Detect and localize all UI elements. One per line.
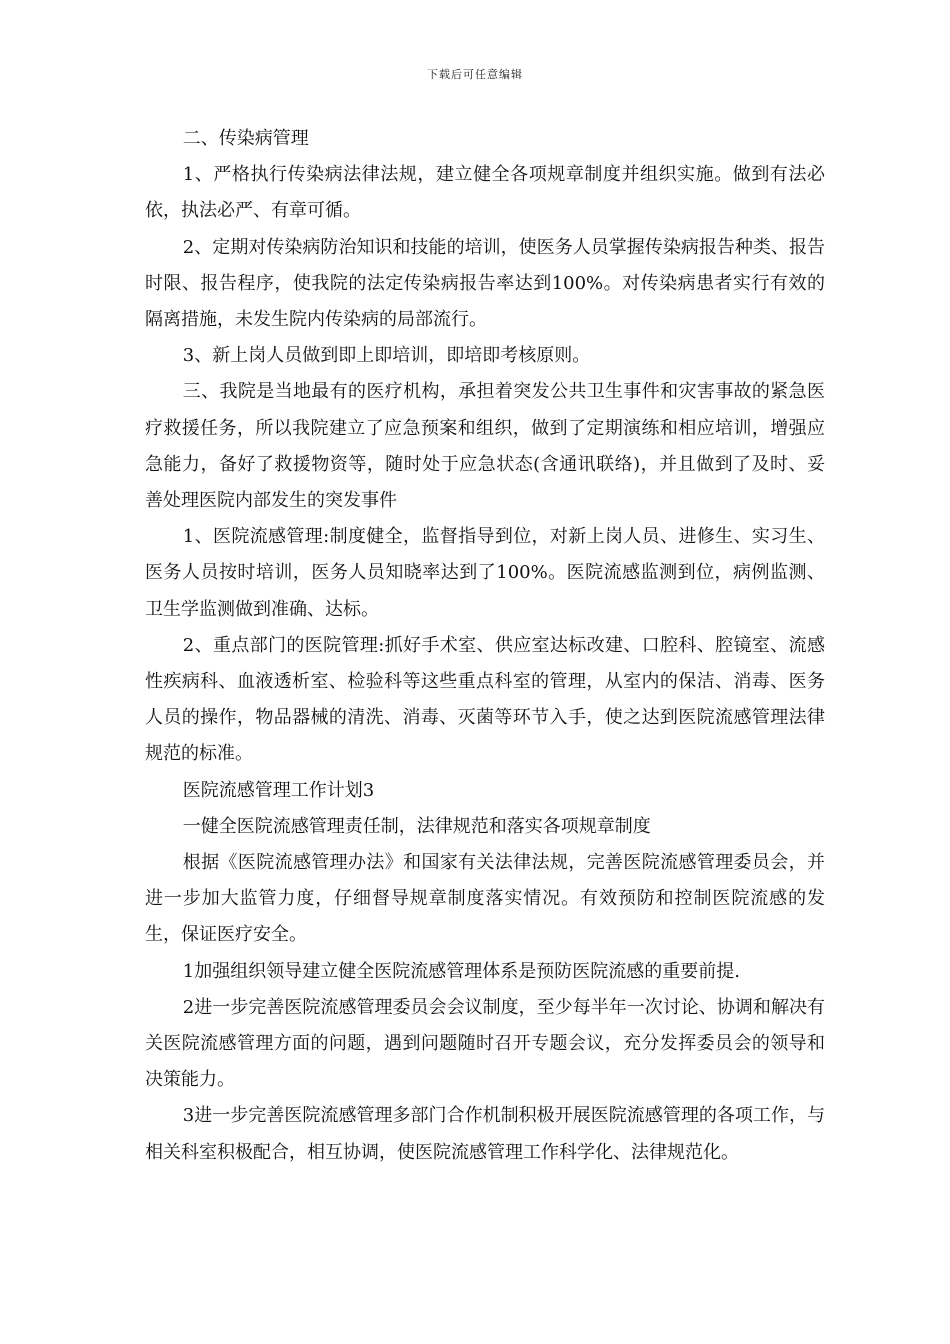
paragraph: 三、我院是当地最有的医疗机构，承担着突发公共卫生事件和灾害事故的紧急医疗救援任务，所以我院建立了应急预案和组织，做到了定期演练和相应培训，增强应急能力，备好了救援物资等，随时处于应急状态(含通讯联络)，并且做到了及时、妥善处理医院内部发生的突发事件 — [145, 381, 825, 512]
section-title-plan-3: 医院流感管理工作计划3 — [182, 779, 375, 801]
page-header: 下载后可任意编辑 — [427, 68, 523, 81]
paragraph: 1加强组织领导建立健全医院流感管理体系是预防医院流感的重要前提. — [182, 960, 740, 982]
paragraph: 3、新上岗人员做到即上即培训，即培即考核原则。 — [182, 345, 591, 367]
paragraph: 1、严格执行传染病法律法规，建立健全各项规章制度并组织实施。做到有法必依，执法必严、有章可循。 — [145, 164, 825, 222]
section-heading-infectious-disease: 二、传染病管理 — [182, 128, 309, 149]
paragraph: 3进一步完善医院流感管理多部门合作机制积极开展医院流感管理的各项工作，与相关科室积极配合，相互协调，使医院流感管理工作科学化、法律规范化。 — [145, 1105, 825, 1163]
paragraph: 2、重点部门的医院管理:抓好手术室、供应室达标改建、口腔科、腔镜室、流感性疾病科、血液透析室、检验科等这些重点科室的管理，从室内的保洁、消毒、医务人员的操作，物品器械的清洗、消毒、灭菌等环节入手，使之达到医院流感管理法律规范的标准。 — [145, 634, 825, 765]
paragraph: 2、定期对传染病防治知识和技能的培训，使医务人员掌握传染病报告种类、报告时限、报告程序，使我院的法定传染病报告率达到100%。对传染病患者实行有效的隔离措施，未发生院内传染病的局部流行。 — [145, 236, 825, 331]
paragraph: 根据《医院流感管理办法》和国家有关法律法规，完善医院流感管理委员会，并进一步加大监管力度，仔细督导规章制度落实情况。有效预防和控制医院流感的发生，保证医疗安全。 — [145, 852, 825, 946]
paragraph: 2进一步完善医院流感管理委员会会议制度，至少每半年一次讨论、协调和解决有关医院流感管理方面的问题，遇到问题随时召开专题会议，充分发挥委员会的领导和决策能力。 — [145, 996, 825, 1091]
document-body — [145, 121, 825, 1171]
paragraph: 1、医院流感管理:制度健全，监督指导到位，对新上岗人员、进修生、实习生、医务人员按时培训，医务人员知晓率达到了100%。医院流感监测到位，病例监测、卫生学监测做到准确、达标。 — [145, 526, 825, 620]
section-heading-responsibility: 一健全医院流感管理责任制，法律规范和落实各项规章制度 — [182, 815, 651, 837]
